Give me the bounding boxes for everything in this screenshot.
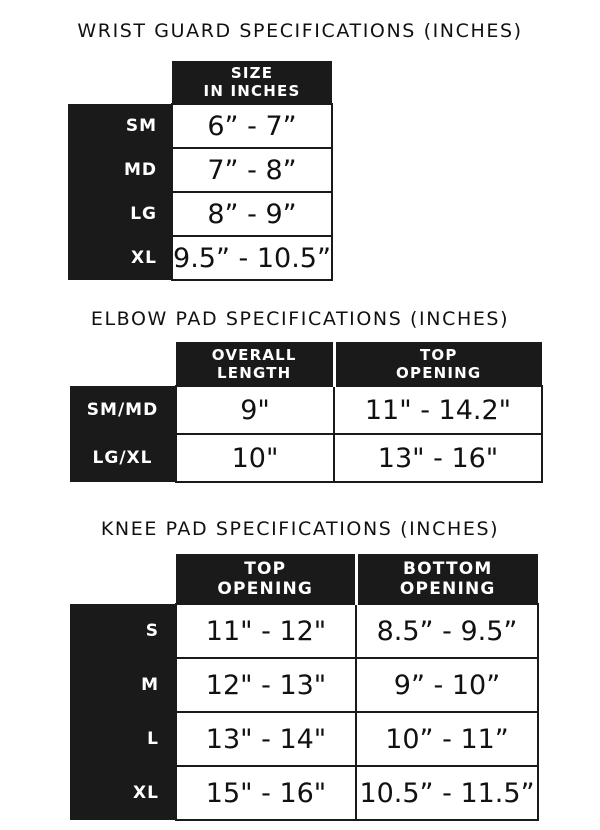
elbow-pad-title: ELBOW PAD SPECIFICATIONS (INCHES) <box>90 308 510 330</box>
table-corner <box>68 61 172 104</box>
row-label: LG <box>68 192 172 236</box>
table-cell: 9” - 10” <box>356 658 538 712</box>
table-corner <box>70 342 176 386</box>
table-cell: 10" <box>176 434 334 482</box>
wrist-guard-title: WRIST GUARD SPECIFICATIONS (INCHES) <box>77 20 523 42</box>
row-label: XL <box>68 236 172 280</box>
row-label: SM <box>68 104 172 148</box>
elbow-pad-table <box>70 342 543 483</box>
wrist-guard-table <box>68 61 333 281</box>
row-label: SM/MD <box>70 386 176 434</box>
row-label: S <box>70 604 176 658</box>
table-cell: 9" <box>176 386 334 434</box>
column-header-line: SIZE <box>230 64 274 82</box>
table-cell: 11" - 12" <box>176 604 356 658</box>
row-label: LG/XL <box>70 434 176 482</box>
table-cell: 12" - 13" <box>176 658 356 712</box>
table-cell: 11" - 14.2" <box>334 386 542 434</box>
table-cell: 15" - 16" <box>176 766 356 820</box>
table-cell: 10” - 11” <box>356 712 538 766</box>
column-header-line: BOTTOM <box>402 558 493 579</box>
row-label: M <box>70 658 176 712</box>
table-cell: 10.5” - 11.5” <box>356 766 538 820</box>
column-header-line: TOP <box>419 345 458 364</box>
column-header-top-opening <box>334 342 542 386</box>
table-cell: 13" - 14" <box>176 712 356 766</box>
column-header-line: OPENING <box>217 578 314 599</box>
table-cell: 8.5” - 9.5” <box>356 604 538 658</box>
column-header-line: OPENING <box>399 578 496 599</box>
column-header-overall-length <box>176 342 334 386</box>
column-header-line: OVERALL <box>211 345 297 364</box>
table-cell: 8” - 9” <box>172 192 332 236</box>
table-cell: 9.5” - 10.5” <box>172 236 332 280</box>
column-header-size <box>172 61 332 104</box>
column-header-bottom-opening <box>356 554 538 604</box>
row-label: XL <box>70 766 176 820</box>
table-cell: 13" - 16" <box>334 434 542 482</box>
row-label: L <box>70 712 176 766</box>
row-label: MD <box>68 148 172 192</box>
column-header-line: TOP <box>244 558 287 579</box>
table-cell: 6” - 7” <box>172 104 332 148</box>
table-corner <box>70 554 176 604</box>
knee-pad-table <box>70 554 539 821</box>
table-cell: 7” - 8” <box>172 148 332 192</box>
column-header-top-opening <box>176 554 356 604</box>
column-header-line: OPENING <box>396 363 482 382</box>
column-header-line: LENGTH <box>217 363 292 382</box>
column-header-line: IN INCHES <box>203 82 301 100</box>
knee-pad-title: KNEE PAD SPECIFICATIONS (INCHES) <box>100 518 500 540</box>
